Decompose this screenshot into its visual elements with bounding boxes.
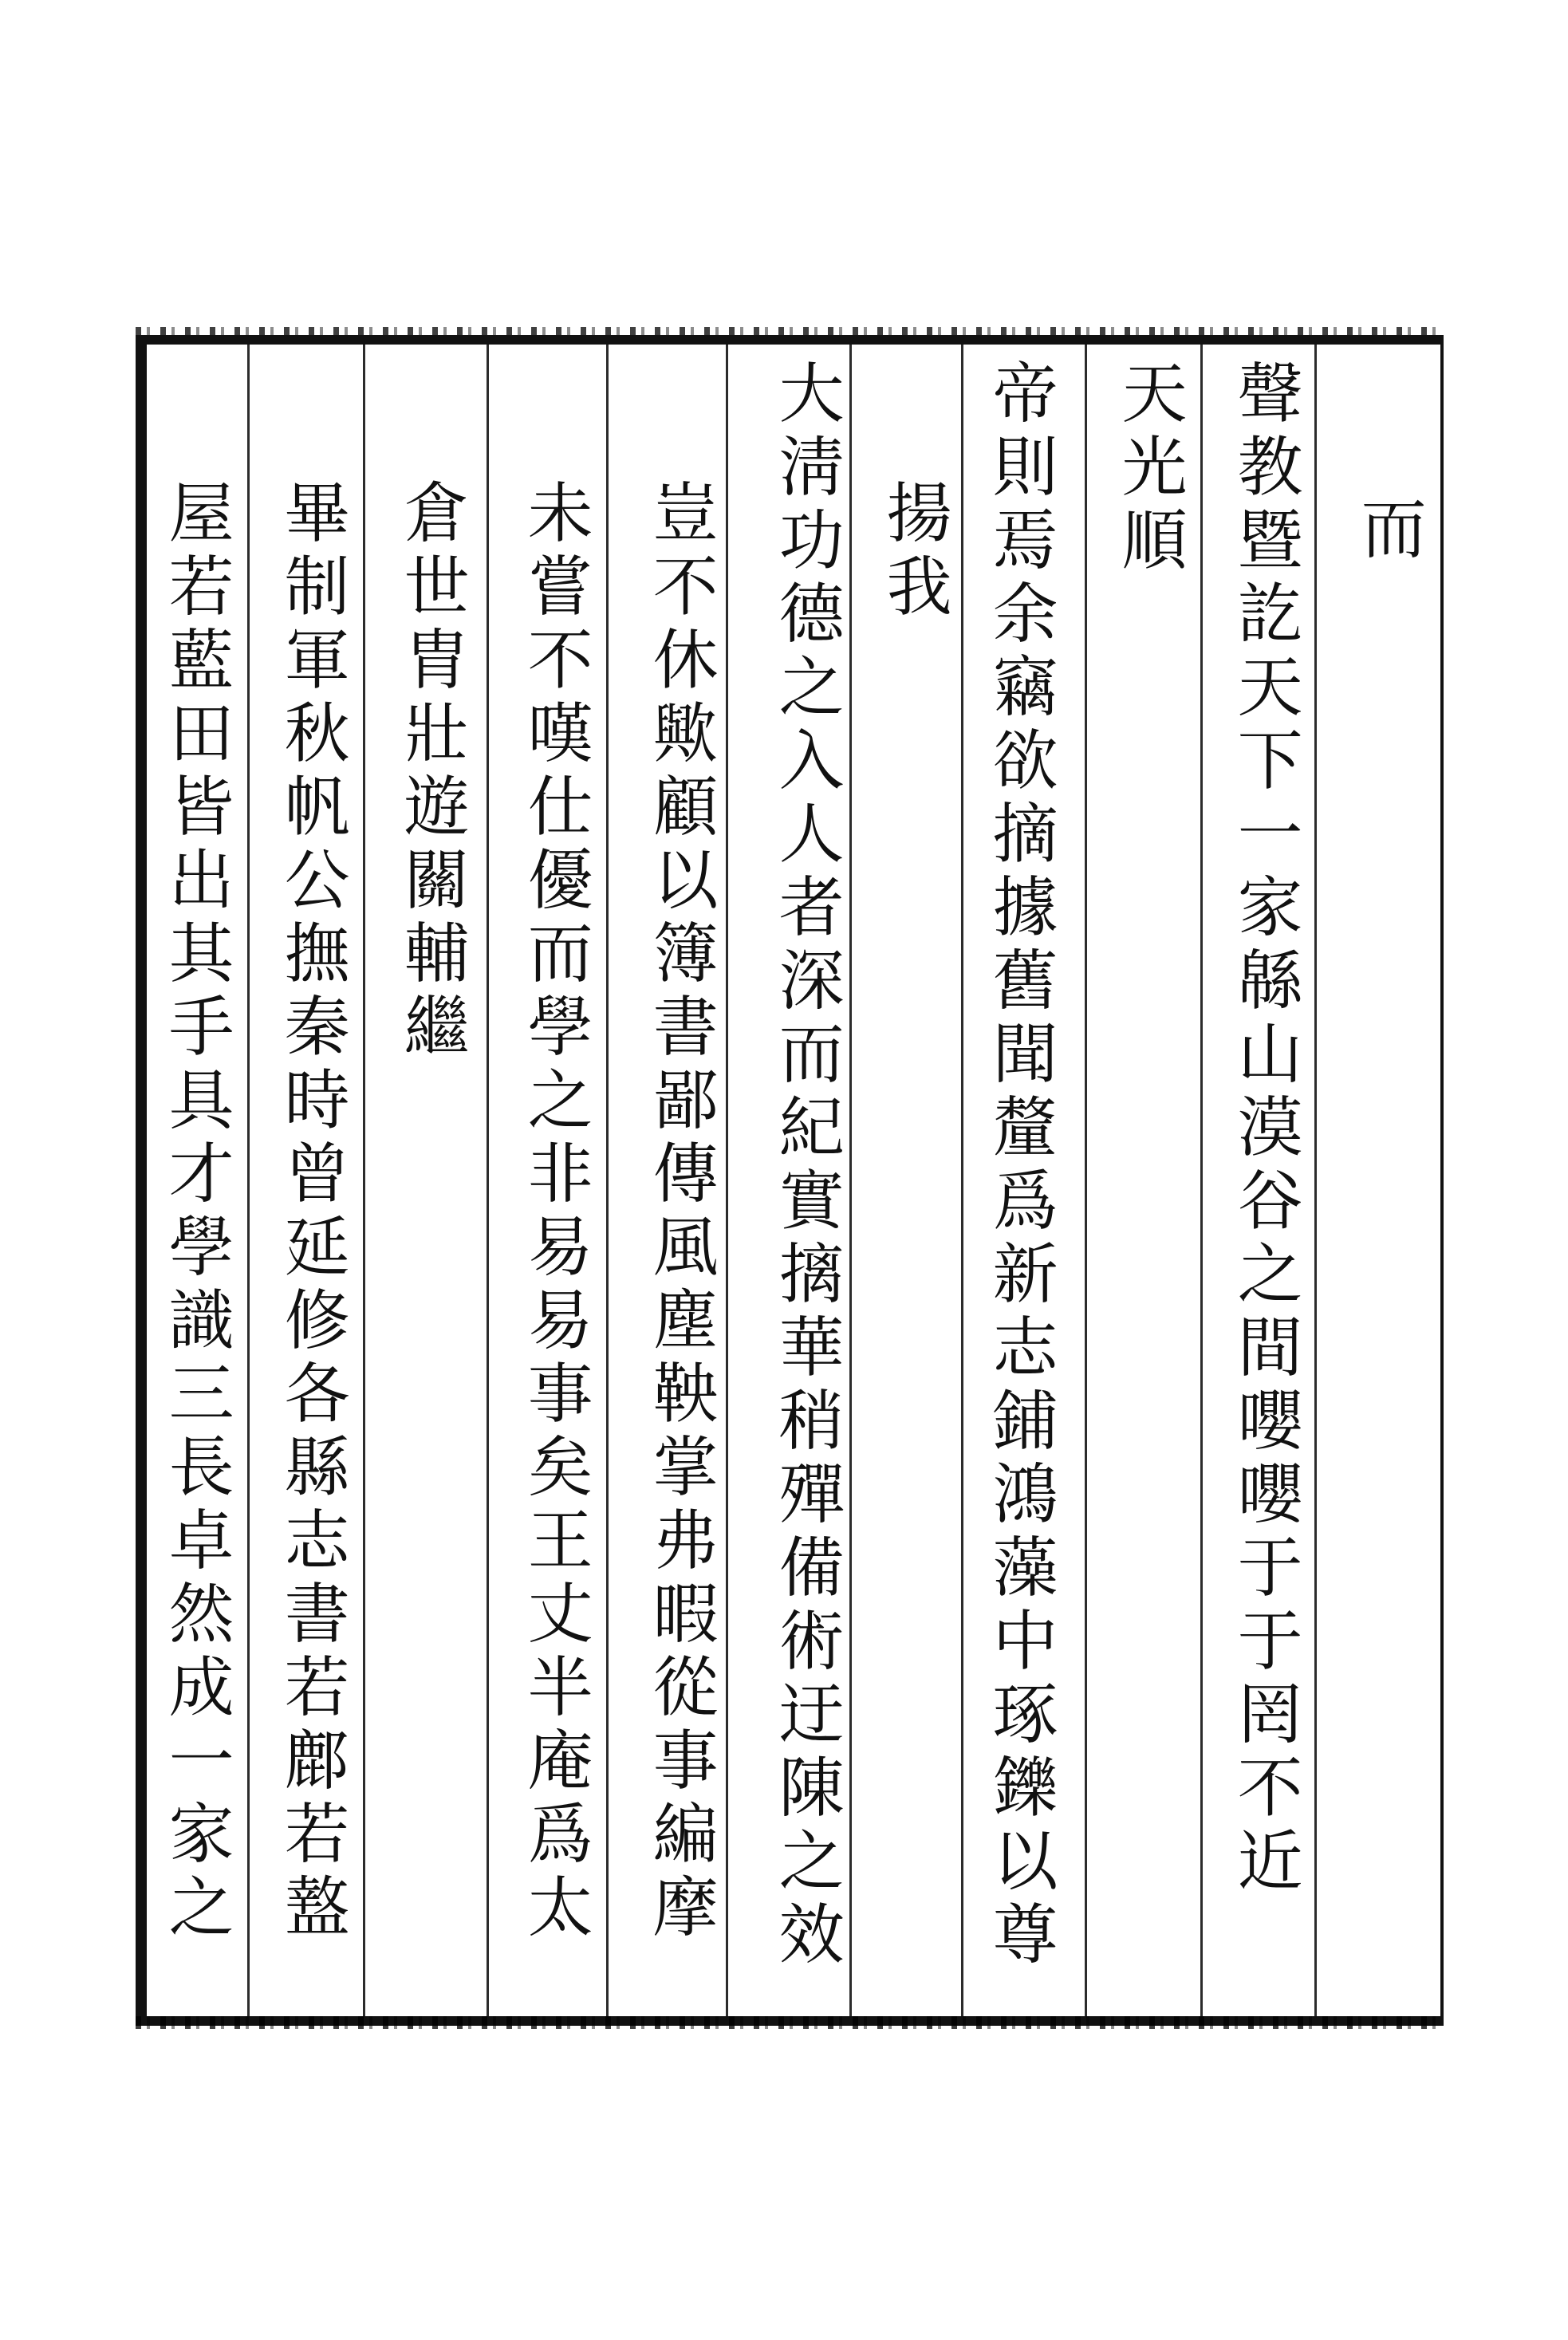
column-text: 屋若藍田皆出其手具才學識三長卓然成一家之 <box>158 479 234 1946</box>
column-rule <box>1314 345 1317 2016</box>
text-column-1 <box>1340 494 1436 2149</box>
text-column-7 <box>632 479 727 2133</box>
text-column-8 <box>506 479 602 2133</box>
column-text: 畢制軍秋帆公撫秦時曾延修各縣志書若鄜若盩 <box>274 479 350 1946</box>
text-column-10 <box>263 479 359 2133</box>
text-column-5 <box>865 479 961 2133</box>
column-rule <box>1200 345 1203 2016</box>
text-column-3 <box>1101 359 1196 2014</box>
column-rule <box>487 345 489 2016</box>
column-rule <box>606 345 609 2016</box>
column-text: 倉世胄壯遊關輔繼 <box>393 479 470 1066</box>
column-text: 聲教暨訖天下一家緜山漠谷之間嚶嚶于于罔不近 <box>1227 359 1303 1900</box>
text-column-2 <box>1216 359 1312 2014</box>
column-text: 而 <box>1350 494 1427 568</box>
column-text: 大淸功德之入人者深而紀實摛華稍殫備術迂陳之效 <box>768 359 845 1973</box>
column-text: 未嘗不嘆仕優而學之非易易事矣王丈半庵爲太 <box>517 479 593 1946</box>
text-column-9 <box>383 479 479 2133</box>
column-text: 天光順 <box>1111 359 1188 579</box>
column-rule <box>1085 345 1087 2016</box>
column-text: 豈不休歟顧以簿書鄙傳風塵鞅掌弗暇從事編摩 <box>642 479 719 1946</box>
text-column-11 <box>148 479 243 2133</box>
column-text: 揚我 <box>876 479 952 625</box>
column-rule <box>961 345 963 2016</box>
column-text: 帝則焉余竊欲摘據舊聞釐爲新志鋪鴻藻中琢鑠以尊 <box>982 359 1058 1973</box>
text-column-4 <box>971 359 1067 2014</box>
text-column-6 <box>758 359 853 2014</box>
column-rule <box>247 345 250 2016</box>
column-rule <box>363 345 365 2016</box>
